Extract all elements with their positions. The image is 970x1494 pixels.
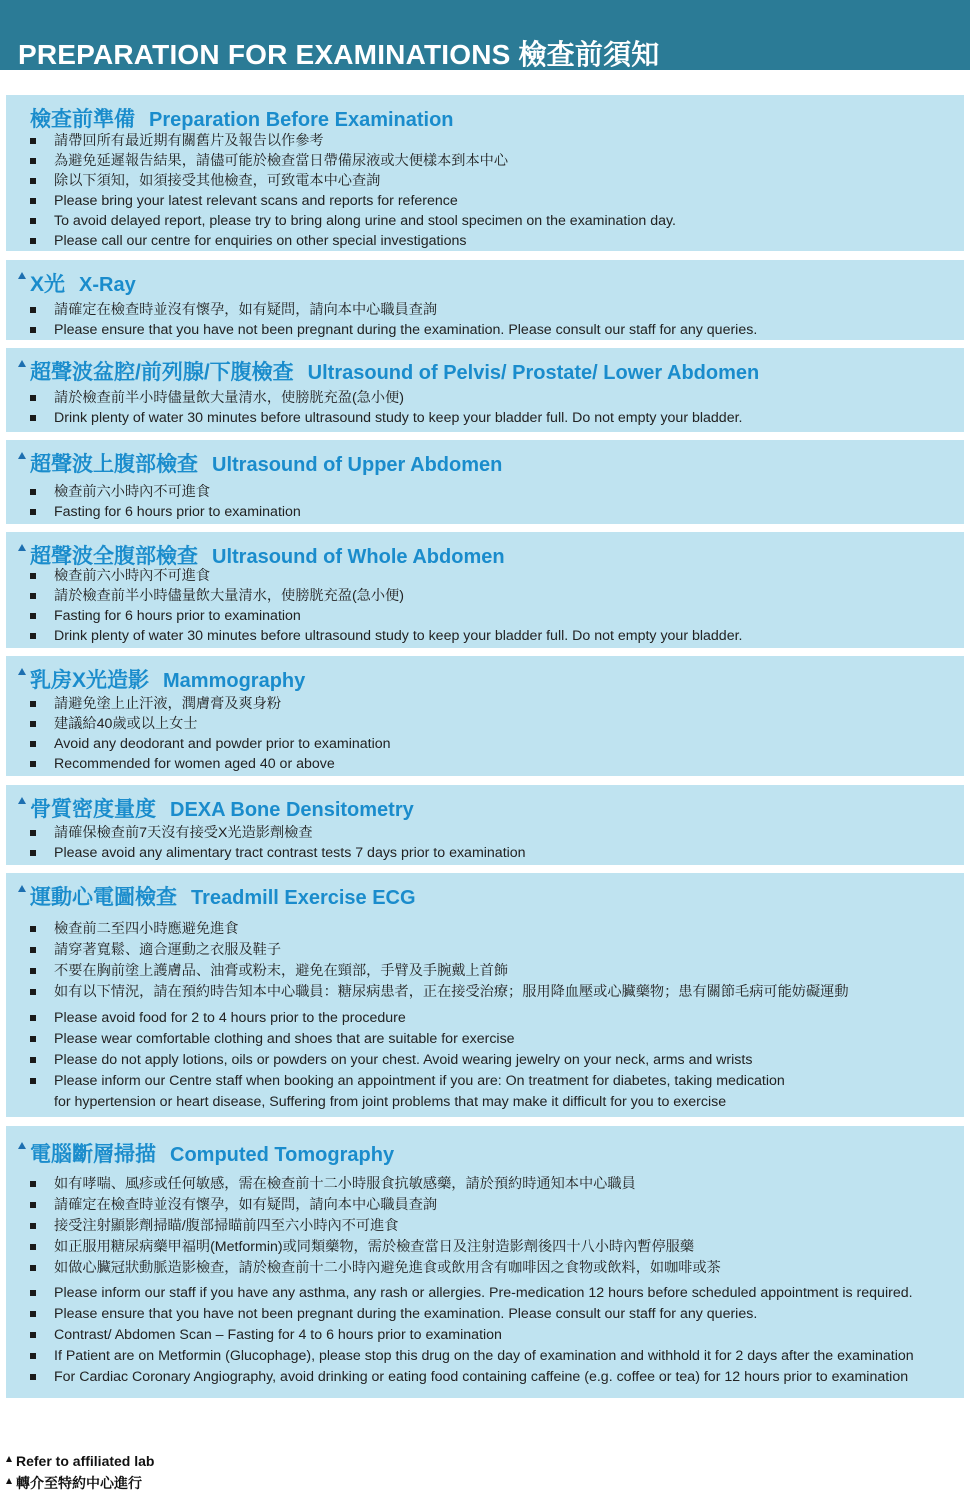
- referral-marker-icon: [18, 668, 26, 675]
- section-title-zh: 骨質密度量度: [30, 798, 156, 821]
- section-heading: [30, 103, 964, 129]
- section-title-zh: 運動心電圖檢查: [30, 886, 177, 909]
- referral-marker-icon: [6, 1456, 12, 1462]
- list-item: Please ensure that you have not been pregnant during the examination. Please consult our staff for any queries.: [30, 1304, 964, 1325]
- section-dexa: [6, 785, 964, 865]
- section-title-en: X-Ray: [79, 274, 136, 296]
- referral-marker-icon: [18, 452, 26, 459]
- list-item: 不要在胸前塗上護膚品、油膏或粉末，避免在頸部，手臂及手腕戴上首飾: [30, 961, 964, 982]
- list-item: For Cardiac Coronary Angiography, avoid drinking or eating food containing caffeine (e.g. coffee or tea) for 12 hours prior to examination: [30, 1367, 964, 1388]
- item-list: [30, 566, 964, 646]
- list-item: Please do not apply lotions, oils or powders on your chest. Avoid wearing jewelry on your neck, arms and wrists: [30, 1050, 964, 1071]
- section-heading: [30, 540, 964, 566]
- list-item: 檢查前二至四小時應避免進食: [30, 919, 964, 940]
- list-item: 請於檢查前半小時儘量飲大量清水，使膀胱充盈(急小便): [30, 388, 964, 408]
- list-item: To avoid delayed report, please try to bring along urine and stool specimen on the examination day.: [30, 211, 964, 231]
- list-item: 請穿著寬鬆、適合運動之衣服及鞋子: [30, 940, 964, 961]
- list-item: 檢查前六小時內不可進食: [30, 566, 964, 586]
- list-item: 請帶回所有最近期有關舊片及報告以作參考: [30, 131, 964, 151]
- section-title-en: DEXA Bone Densitometry: [170, 799, 414, 821]
- section-title-en: Ultrasound of Whole Abdomen: [212, 546, 505, 568]
- item-list: [30, 1174, 964, 1388]
- item-list: [30, 131, 964, 251]
- section-title-zh: 超聲波上腹部檢查: [30, 453, 198, 476]
- section-heading: [30, 881, 964, 907]
- section-title-en: Ultrasound of Pelvis/ Prostate/ Lower Abdomen: [307, 362, 760, 384]
- section-preparation: [6, 95, 964, 251]
- list-item: Please avoid food for 2 to 4 hours prior to the procedure: [30, 1008, 964, 1029]
- section-mammography: [6, 656, 964, 776]
- list-item: 建議給40歲或以上女士: [30, 714, 964, 734]
- list-item: 請避免塗上止汗液，潤膚膏及爽身粉: [30, 694, 964, 714]
- list-item: 如做心臟冠狀動脈造影檢查，請於檢查前十二小時內避免進食或飲用含有咖啡因之食物或飲料，如咖啡或茶: [30, 1258, 964, 1279]
- list-item: 請於檢查前半小時儘量飲大量清水，使膀胱充盈(急小便): [30, 586, 964, 606]
- list-item: Recommended for women aged 40 or above: [30, 754, 964, 774]
- section-heading: [30, 664, 964, 690]
- page-title: PREPARATION FOR EXAMINATIONS 檢查前須知: [18, 39, 660, 70]
- list-item: Please wear comfortable clothing and shoes that are suitable for exercise: [30, 1029, 964, 1050]
- section-heading: [30, 793, 964, 819]
- section-computed-tomography: [6, 1126, 964, 1398]
- section-xray: [6, 260, 964, 340]
- list-item: 請確保檢查前7天沒有接受X光造影劑檢查: [30, 823, 964, 843]
- page-header: [0, 0, 970, 70]
- item-list: [30, 694, 964, 774]
- list-item: 接受注射顯影劑掃瞄/腹部掃瞄前四至六小時內不可進食: [30, 1216, 964, 1237]
- footnote-en: [6, 1450, 154, 1472]
- section-treadmill-ecg: [6, 873, 964, 1117]
- list-item: Contrast/ Abdomen Scan – Fasting for 4 to 6 hours prior to examination: [30, 1325, 964, 1346]
- section-title-en: Treadmill Exercise ECG: [191, 887, 416, 909]
- list-item: Please inform our Centre staff when booking an appointment if you are: On treatment for diabetes, taking medication: [30, 1071, 964, 1092]
- referral-marker-icon: [6, 1478, 12, 1484]
- footnote: [6, 1450, 154, 1494]
- section-heading: [30, 448, 964, 474]
- section-heading: [30, 1138, 964, 1164]
- list-item: Please bring your latest relevant scans and reports for reference: [30, 191, 964, 211]
- item-list: [30, 300, 964, 340]
- section-heading: [30, 356, 964, 382]
- section-title-en: Mammography: [163, 670, 306, 692]
- section-title-zh: 電腦斷層掃描: [30, 1143, 156, 1166]
- referral-marker-icon: [18, 360, 26, 367]
- section-title-zh: 乳房X光造影: [30, 669, 150, 692]
- list-item: 檢查前六小時內不可進食: [30, 482, 964, 502]
- list-item: 為避免延遲報告結果，請儘可能於檢查當日帶備尿液或大便樣本到本中心: [30, 151, 964, 171]
- list-item: 請確定在檢查時並沒有懷孕，如有疑問，請向本中心職員查詢: [30, 300, 964, 320]
- referral-marker-icon: [18, 885, 26, 892]
- referral-marker-icon: [18, 1142, 26, 1149]
- list-item: 除以下須知，如須接受其他檢查，可致電本中心查詢: [30, 171, 964, 191]
- list-item: Drink plenty of water 30 minutes before ultrasound study to keep your bladder full. Do not empty your bladder.: [30, 626, 964, 646]
- list-item: Fasting for 6 hours prior to examination: [30, 502, 964, 522]
- section-title-zh: X光: [30, 273, 66, 296]
- list-item-continuation: for hypertension or heart disease, Suffering from joint problems that may make it difficult for you to exercise: [54, 1094, 727, 1110]
- list-item: If Patient are on Metformin (Glucophage), please stop this drug on the day of examination and withhold it for 2 days after the examination: [30, 1346, 964, 1367]
- section-title-zh: 檢查前準備: [30, 108, 135, 131]
- list-item: Please avoid any alimentary tract contrast tests 7 days prior to examination: [30, 843, 964, 863]
- list-item: 如有哮喘、風疹或任何敏感，需在檢查前十二小時服食抗敏感藥，請於預約時通知本中心職員: [30, 1174, 964, 1195]
- item-list: [30, 823, 964, 863]
- list-item: Drink plenty of water 30 minutes before ultrasound study to keep your bladder full. Do not empty your bladder.: [30, 408, 964, 428]
- item-list: [30, 919, 964, 1113]
- referral-marker-icon: [18, 272, 26, 279]
- list-item: Please ensure that you have not been pregnant during the examination. Please consult our staff for any queries.: [30, 320, 964, 340]
- section-ultrasound-upper-abdomen: [6, 440, 964, 524]
- list-item: 請確定在檢查時並沒有懷孕，如有疑問，請向本中心職員查詢: [30, 1195, 964, 1216]
- referral-marker-icon: [18, 544, 26, 551]
- list-item: 如有以下情況，請在預約時告知本中心職員：糖尿病患者，正在接受治療；服用降血壓或心臟藥物；患有關節毛病可能妨礙運動: [30, 982, 964, 1003]
- section-ultrasound-pelvis: [6, 348, 964, 432]
- section-heading: [30, 268, 964, 294]
- list-item: Avoid any deodorant and powder prior to examination: [30, 734, 964, 754]
- footnote-zh: [6, 1472, 154, 1494]
- section-title-zh: 超聲波盆腔/前列腺/下腹檢查: [30, 361, 294, 384]
- list-item: Fasting for 6 hours prior to examination: [30, 606, 964, 626]
- section-title-en: Computed Tomography: [170, 1144, 395, 1166]
- item-list: [30, 482, 964, 522]
- section-ultrasound-whole-abdomen: [6, 532, 964, 648]
- list-item: Please inform our staff if you have any asthma, any rash or allergies. Pre-medication 12 hours before scheduled appointment is required.: [30, 1283, 964, 1304]
- footnote-en-text: Refer to affiliated lab: [16, 1453, 155, 1469]
- referral-marker-icon: [18, 797, 26, 804]
- section-title-en: Preparation Before Examination: [149, 109, 454, 131]
- footnote-zh-text: 轉介至特約中心進行: [16, 1475, 142, 1491]
- section-title-zh: 超聲波全腹部檢查: [30, 545, 198, 568]
- item-list: [30, 388, 964, 428]
- list-item: Please call our centre for enquiries on other special investigations: [30, 231, 964, 251]
- list-item: 如正服用糖尿病藥甲福明(Metformin)或同類藥物，需於檢查當日及注射造影劑後四十八小時內暫停服藥: [30, 1237, 964, 1258]
- section-title-en: Ultrasound of Upper Abdomen: [212, 454, 503, 476]
